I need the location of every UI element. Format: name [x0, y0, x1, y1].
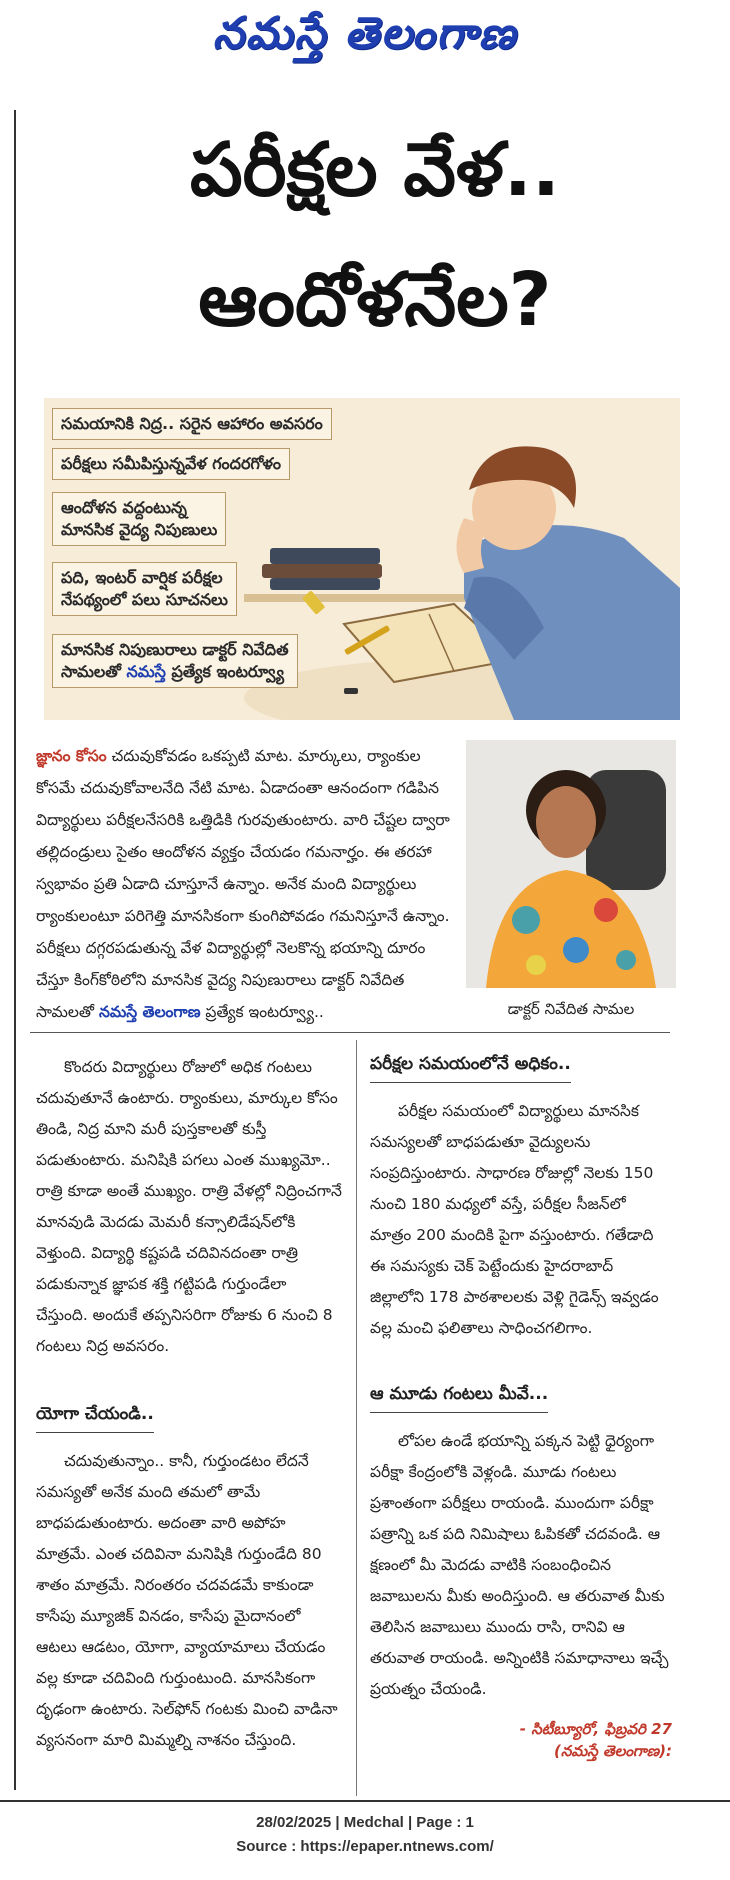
- left-column-para2: [36, 1446, 342, 1756]
- right-subhead-1: పరీక్షల సమయంలోనే అధికం..: [370, 1054, 571, 1083]
- left-subhead: యోగా చేయండి..: [36, 1404, 154, 1433]
- hero-bullet-line: నేపథ్యంలో పలు సూచనలు: [61, 590, 228, 609]
- intro-text: చదువుకోవడం ఒకప్పటి మాట. మార్కులు, ర్యాంకుల కోసమే చదువుకోవాలనేది నేటి మాట. ఏడాదంతా ఆనందంగా గడిపిన విద్యార్థులు పరీక్షలనేసరికి ఒత్తిడికి గురవుతుంటారు. వారి చేష్టల ద్వారా తల్లిదండ్రులు సైతం ఆందోళన వ్యక్తం చేయడం గమనార్హం. ఈ తరహా స్వభావం ప్రతి ఏడాది చూస్తూనే ఉన్నాం. అనేక మంది విద్యార్థులు ర్యాంకులంటూ పరిగెత్తి మానసికంగా కుంగిపోవడం గమనిస్తూనే ఉన్నాం. పరీక్షలు దగ్గరపడుతున్న వేళ విద్యార్థుల్లో నెలకొన్న భయాన్ని దూరం చేస్తూ కింగ్‌కోఠిలోని మానసిక వైద్య నిపుణురాలు డాక్టర్ నివేదిత సామలతో: [36, 747, 450, 1021]
- hero-bullet-text: ప్రత్యేక ఇంటర్వ్యూ: [171, 662, 284, 681]
- intro-lead: జ్ఞానం కోసం: [36, 747, 107, 765]
- right-column-para1: [370, 1096, 670, 1344]
- byline: [520, 1720, 672, 1764]
- hero-bullet: [52, 562, 237, 616]
- intro-brand: నమస్తే తెలంగాణ: [98, 1003, 201, 1021]
- hero-bullet: పరీక్షలు సమీపిస్తున్నవేళ గందరగోళం: [52, 448, 290, 480]
- left-para1-text: కొందరు విద్యార్థులు రోజులో అధిక గంటలు చదువుతూనే ఉంటారు. ర్యాంకులు, మార్కుల కోసం తిండి, నిద్ర మాని మరీ పుస్తకాలతో కుస్తీ పడుతుంటారు. మనిషికి పగలు ఎంత ముఖ్యమో.. రాత్రి కూడా అంతే ముఖ్యం. రాత్రి వేళల్లో నిద్రించగానే మానవుడి మెదడు మెమరీ కన్సాలిడేషన్‌లోకి వెళ్తుంది. విద్యార్థి కష్టపడి చదివినదంతా రాత్రి పడుకున్నాక జ్ఞాపక శక్తి గట్టిపడి గుర్తుండేలా చేస్తుంది. అందుకే తప్పనిసరిగా రోజుకు 6 నుంచి 8 గంటలు నిద్ర అవసరం.: [36, 1058, 342, 1355]
- hero-bullet-brand: నమస్తే: [126, 662, 166, 681]
- photo-caption: డాక్టర్ నివేదిత సామల: [507, 1000, 635, 1018]
- hero-bullet-text: సామలతో: [61, 662, 121, 681]
- hero-bullet-line: [61, 661, 289, 683]
- right-para1-text: పరీక్షల సమయంలో విద్యార్థులు మానసిక సమస్యలతో బాధపడుతూ వైద్యులను సంప్రదిస్తుంటారు. సాధారణ రోజుల్లో నెలకు 150 నుంచి 180 మధ్యలో వస్తే, పరీక్షల సీజన్‌లో మాత్రం 200 మందికి పైగా వస్తుంటారు. గతేడాది ఈ సమస్యకు చెక్ పెట్టేందుకు హైదరాబాద్ జిల్లాలోని 178 పాఠశాలలకు వెళ్లి గైడెన్స్ ఇవ్వడం వల్ల మంచి ఫలితాలు సాధించగలిగాం.: [370, 1102, 659, 1337]
- headline-line1: పరీక్షల వేళ..: [190, 127, 560, 213]
- masthead-title: నమస్తే తెలంగాణ: [212, 8, 518, 59]
- doctor-portrait: [466, 740, 676, 988]
- masthead-logo: [0, 8, 730, 72]
- column-divider: [356, 1040, 357, 1796]
- footer-source-line: Source : https://epaper.ntnews.com/: [236, 1838, 494, 1855]
- section-divider: [30, 1032, 670, 1033]
- hero-bullet-line: ఆందోళన వద్దంటున్న: [61, 498, 187, 517]
- footer-rule: [0, 1800, 730, 1802]
- intro-text-end: ప్రత్యేక ఇంటర్వ్యూ..: [200, 1003, 324, 1021]
- hero-bullet: [52, 492, 226, 546]
- hero-bullet: [52, 634, 298, 688]
- byline-line2: (నమస్తే తెలంగాణ):: [554, 1742, 672, 1760]
- intro-paragraph: [36, 740, 456, 1028]
- byline-line1: - సిటీబ్యూరో, ఫిబ్రవరి 27: [519, 1720, 672, 1738]
- doctor-photo: [466, 740, 676, 988]
- footer-date-line: 28/02/2025 | Medchal | Page : 1: [256, 1814, 474, 1831]
- right-para2-text: లోపల ఉండే భయాన్ని పక్కన పెట్టి ధైర్యంగా పరీక్షా కేంద్రంలోకి వెళ్లండి. మూడు గంటలు ప్రశాంతంగా పరీక్షలు రాయండి. ముందుగా పరీక్షా పత్రాన్ని ఒక పది నిమిషాలు ఓపికతో చదవండి. ఆ క్షణంలో మీ మెదడు వాటికి సంబంధించిన జవాబులను మీకు అందిస్తుంది. ఆ తరువాత మీకు తెలిసిన జవాబులు ముందు రాసి, రానివి ఆ తరువాత రాయండి. అన్నింటికి సమాధానాలు ఇచ్చే ప్రయత్నం చేయండి.: [370, 1432, 669, 1698]
- left-border-rule: [14, 110, 16, 1790]
- right-subhead-2: ఆ మూడు గంటలు మీవే...: [370, 1384, 548, 1413]
- hero-bullet-line: మానసిక వైద్య నిపుణులు: [61, 520, 218, 539]
- hero-bullet-line: మానసిక నిపుణురాలు డాక్టర్ నివేదిత: [61, 640, 289, 659]
- headline-line2: ఆందోళనేల?: [198, 257, 552, 343]
- hero-illustration: [44, 398, 680, 720]
- right-column-para2: [370, 1426, 670, 1705]
- hero-bullet: సమయానికి నిద్ర.. సరైన ఆహారం అవసరం: [52, 408, 332, 440]
- left-column-para1: [36, 1052, 342, 1362]
- left-para2-text: చదువుతున్నాం.. కానీ, గుర్తుండటం లేదనే సమస్యతో అనేక మంది తమలో తామే బాధపడుతుంటారు. అదంతా వారి అపోహ మాత్రమే. ఎంత చదివినా మనిషికి గుర్తుండేది 80 శాతం మాత్రమే. నిరంతరం చదవడమే కాకుండా కాసేపు మ్యూజిక్ వినడం, కాసేపు మైదానంలో ఆటలు ఆడటం, యోగా, వ్యాయామాలు చేయడం వల్ల కూడా చదివింది గుర్తుంటుంది. మానసికంగా దృఢంగా ఉంటారు. సెల్‌ఫోన్ గంటకు మించి వాడినా వ్యసనంగా మారి మిమ్మల్ని నాశనం చేస్తుంది.: [36, 1452, 338, 1749]
- hero-bullet-line: పది, ఇంటర్ వార్షిక పరీక్షల: [61, 568, 223, 587]
